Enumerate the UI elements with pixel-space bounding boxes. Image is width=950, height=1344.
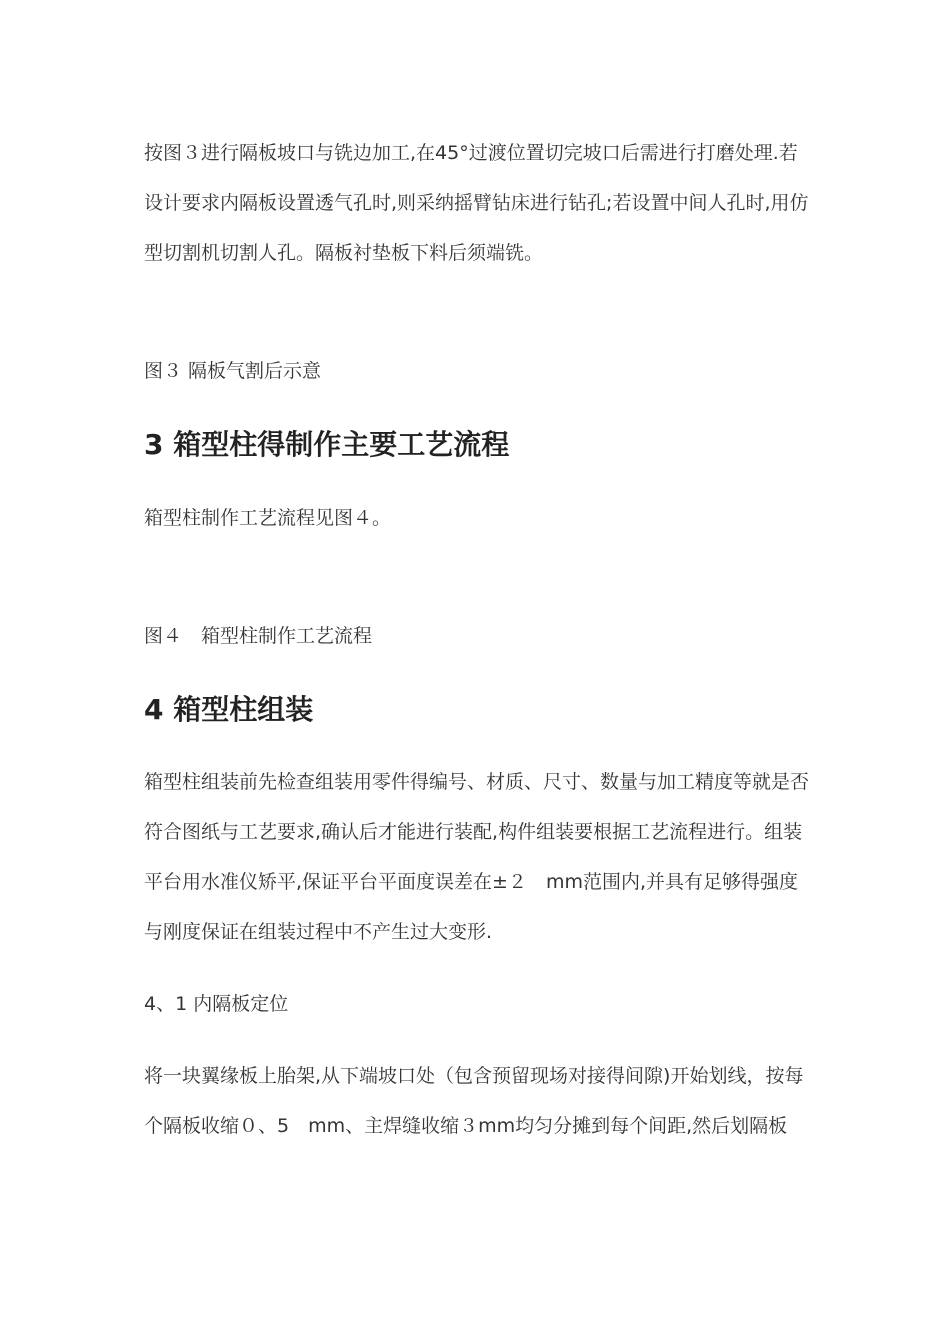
figure-4-caption: 图４ 箱型柱制作工艺流程 xyxy=(144,625,373,647)
paragraph-partition-positioning: 将一块翼缘板上胎架,从下端坡口处（包含预留现场对接得间隙)开始划线，按每个隔板收缩０、5 mm、主焊缝收缩３mm均匀分摊到每个间距,然后划隔板 xyxy=(144,1065,804,1137)
figure-3-caption: 图３ 隔板气割后示意 xyxy=(144,360,322,382)
subsection-4-1-heading: 4、1 内隔板定位 xyxy=(144,993,289,1015)
paragraph-partition-processing: 按图３进行隔板坡口与铣边加工,在45°过渡位置切完坡口后需进行打磨处理.若设计要求内隔板设置透气孔时,则采纳摇臂钻床进行钻孔;若设置中间人孔时,用仿型切割机切割人孔。隔板衬垫板下料后须端铣。 xyxy=(144,142,809,264)
document-content xyxy=(144,128,814,1151)
paragraph-assembly-requirements: 箱型柱组装前先检查组装用零件得编号、材质、尺寸、数量与加工精度等就是否符合图纸与工艺要求,确认后才能进行装配,构件组装要根据工艺流程进行。组装平台用水准仪矫平,保证平台平面度误差在±２ mm范围内,并具有足够得强度与刚度保证在组装过程中不产生过大变形. xyxy=(144,771,810,943)
section-4-heading: 4 箱型柱组装 xyxy=(144,693,314,726)
paragraph-process-flow-reference: 箱型柱制作工艺流程见图４。 xyxy=(144,507,392,529)
section-3-heading: 3 箱型柱得制作主要工艺流程 xyxy=(144,428,510,461)
